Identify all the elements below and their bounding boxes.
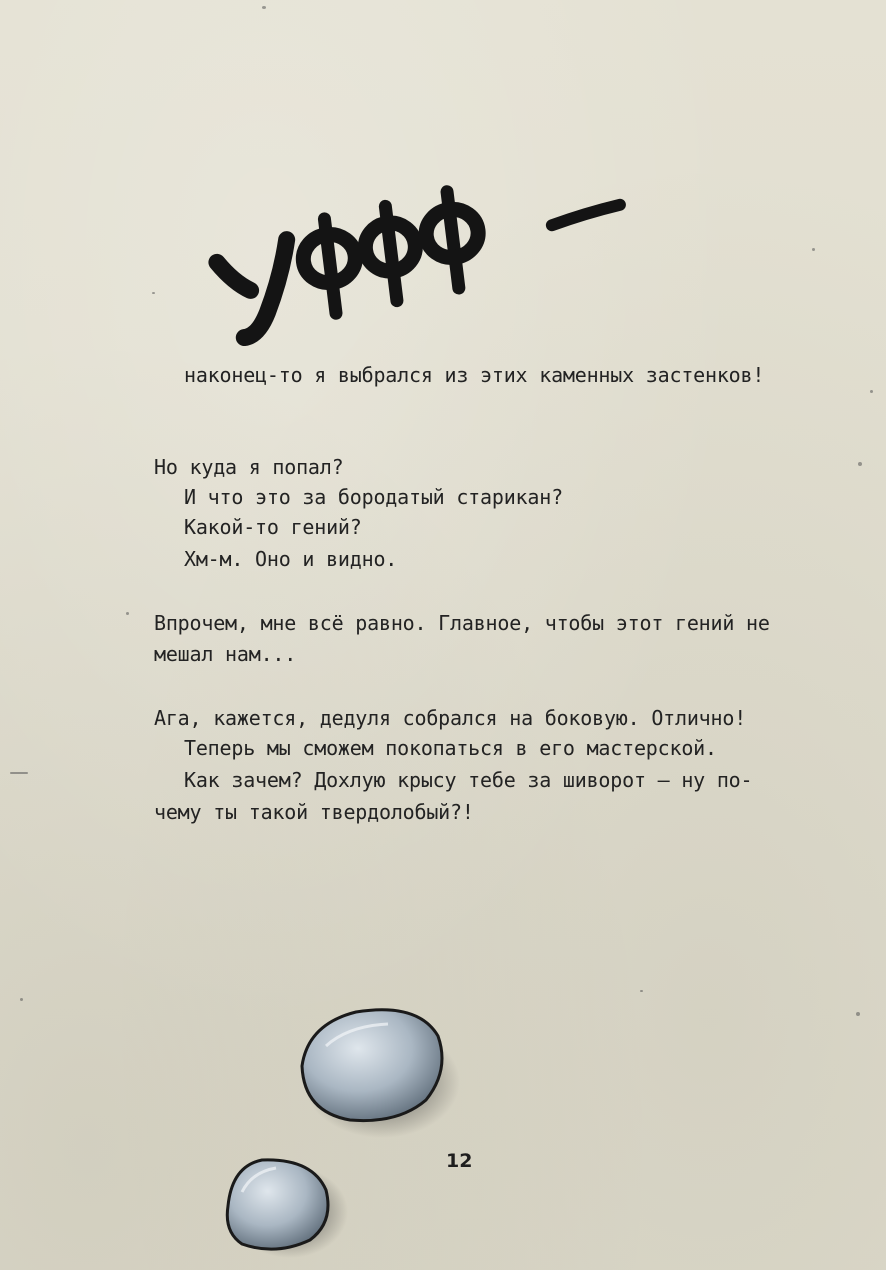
paragraph-3-line: Ага, кажется, дедуля собрался на боковую. Отлично! [154,706,747,730]
page-number: 12 [446,1150,473,1172]
intro-line: наконец-то я выбрался из этих каменных застенков! [184,363,765,387]
paragraph-3-line: чему ты такой твердолобый?! [154,800,474,824]
paragraph-1-line: Какой-то гений? [184,515,362,539]
paragraph-1-line: И что это за бородатый старикан? [184,485,563,509]
paragraph-1-line: Но куда я попал? [154,455,344,479]
paragraph-1-line: Хм-м. Оно и видно. [184,547,398,571]
paragraph-2-line: мешал нам... [154,642,297,666]
paragraph-3-line: Теперь мы сможем покопаться в его мастерской. [184,736,717,760]
pebble-small [227,1160,348,1258]
paragraph-2-line: Впрочем, мне всё равно. Главное, чтобы этот гений не [154,611,770,635]
pebble-large [302,1010,460,1138]
paragraph-3-line: Как зачем? Дохлую крысу тебе за шиворот — ну по- [184,768,753,792]
